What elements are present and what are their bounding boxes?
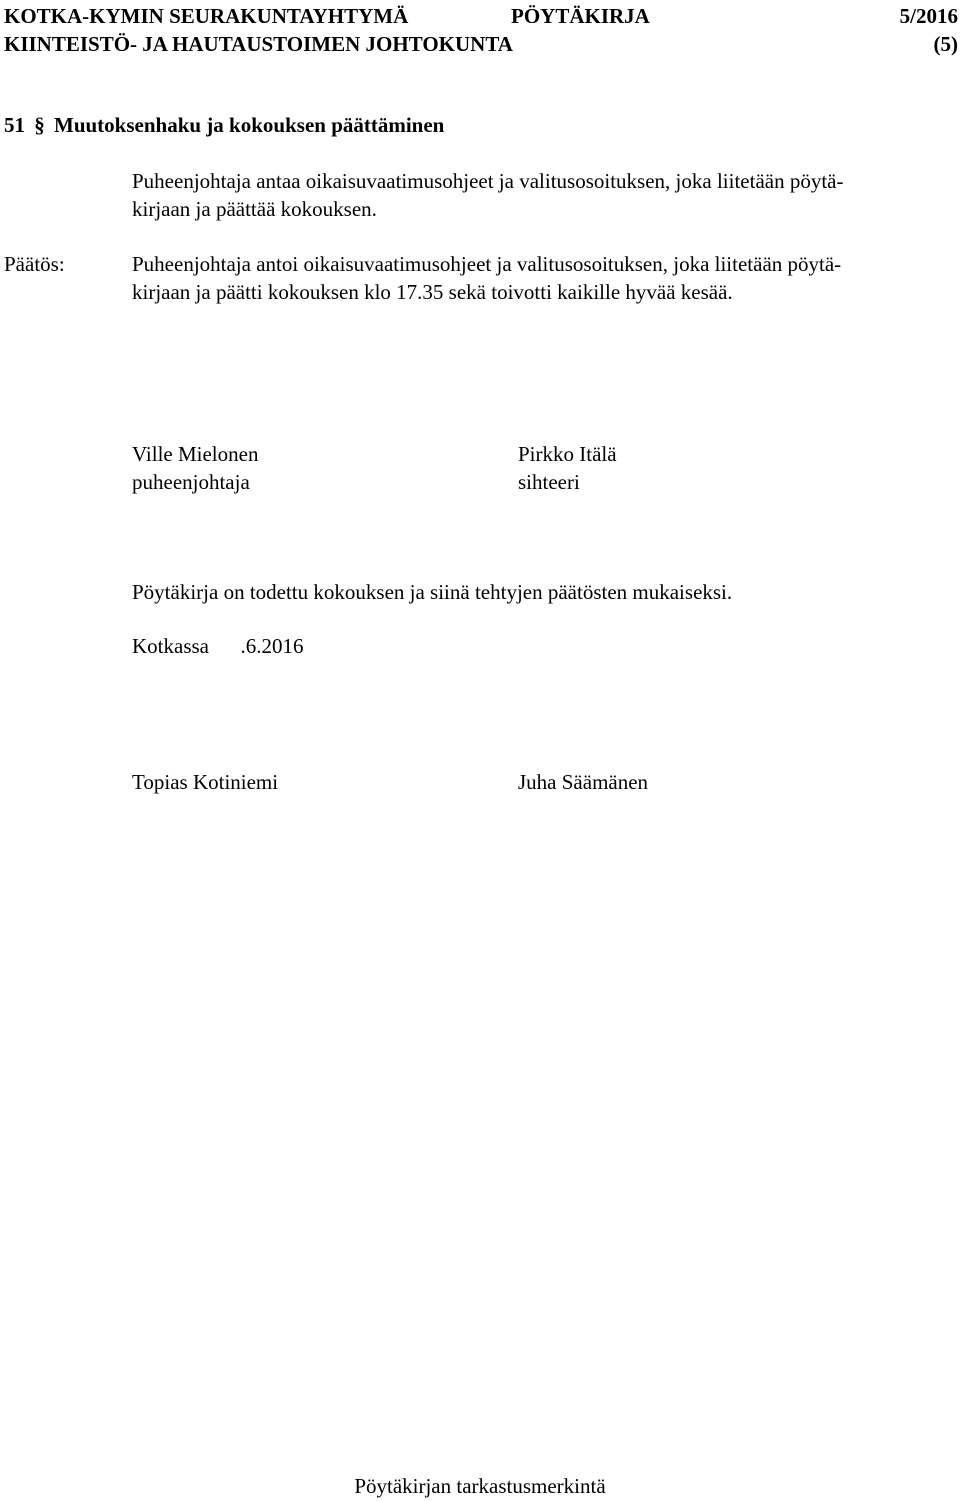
secretary-name: Pirkko Itälä [518,442,617,466]
document-type: PÖYTÄKIRJA [511,4,650,28]
board-name: KIINTEISTÖ- JA HAUTAUSTOIMEN JOHTOKUNTA [4,32,513,56]
examiner-2-name: Juha Säämänen [518,770,649,794]
section-title: Muutoksenhaku ja kokouksen päättäminen [54,113,445,137]
organization-name: KOTKA-KYMIN SEURAKUNTAYHTYMÄ [4,4,409,28]
section-symbol: § [34,113,45,137]
page-number: (5) [933,32,958,56]
section-heading [4,111,444,139]
verification-place-date: Kotkassa .6.2016 [132,634,304,658]
section-number: 51 [4,113,25,137]
proposal-line-1: Puheenjohtaja antaa oikaisuvaatimusohjeet ja valitusosoituksen, joka liitetään pöytä- [132,169,844,193]
decision-line-2: kirjaan ja päätti kokouksen klo 17.35 sekä toivotti kaikille hyvää kesää. [132,280,733,304]
footer-note: Pöytäkirjan tarkastusmerkintä [354,1474,606,1498]
document-number: 5/2016 [899,4,958,28]
verification-statement: Pöytäkirja on todettu kokouksen ja siinä tehtyjen päätösten mukaiseksi. [132,580,733,604]
chair-name: Ville Mielonen [132,442,259,466]
secretary-role: sihteeri [518,470,580,494]
examiner-1-name: Topias Kotiniemi [132,770,279,794]
proposal-line-2: kirjaan ja päättää kokouksen. [132,197,377,221]
chair-role: puheenjohtaja [132,470,250,494]
decision-line-1: Puheenjohtaja antoi oikaisuvaatimusohjeet ja valitusosoituksen, joka liitetään pöytä- [132,252,842,276]
decision-label: Päätös: [4,252,65,276]
